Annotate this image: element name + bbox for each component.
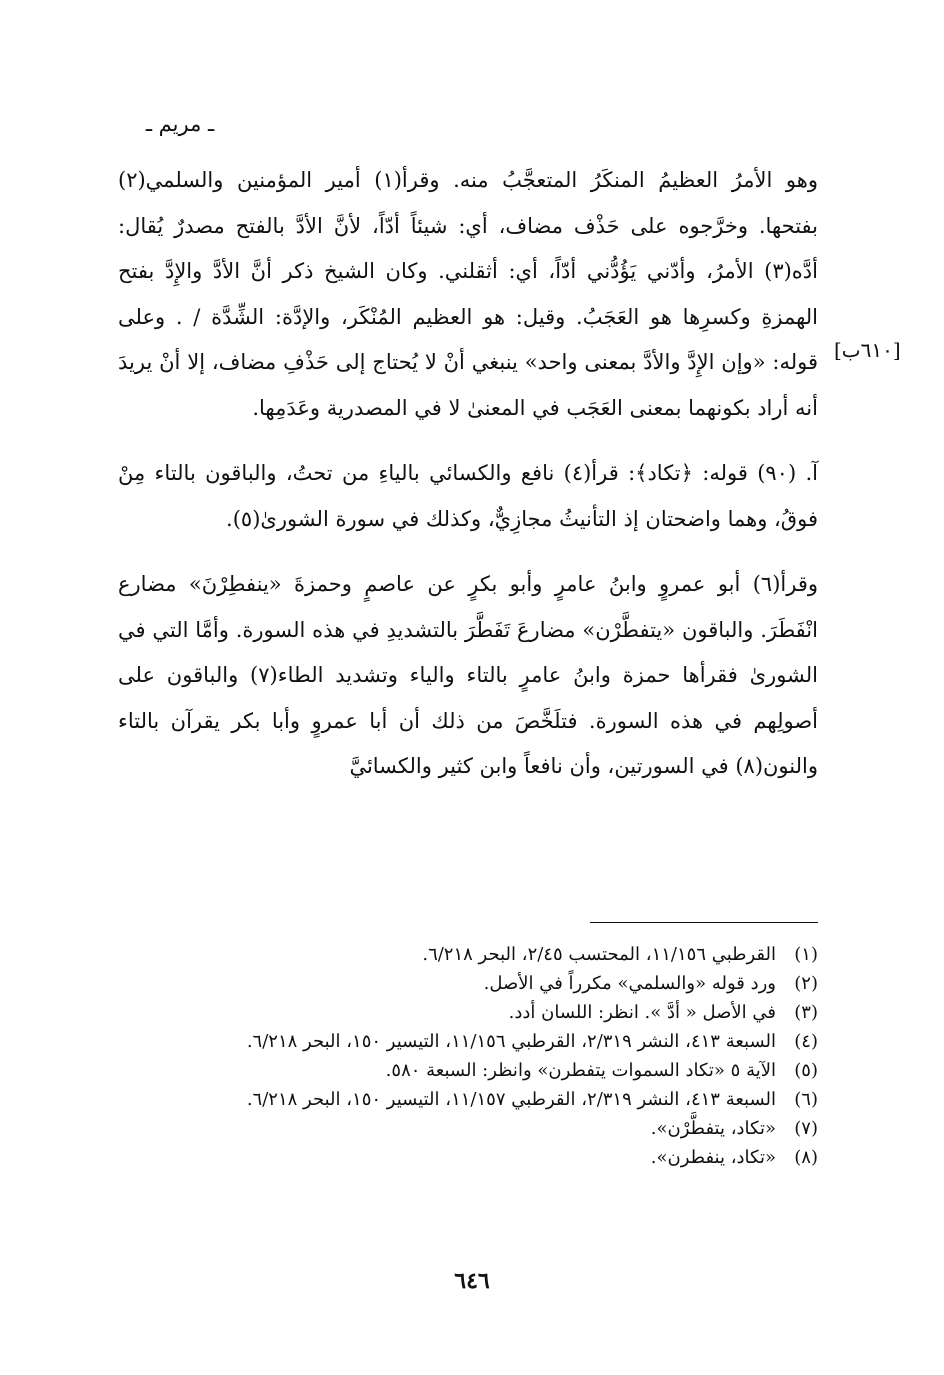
footnote-number: (٨) [794, 1147, 818, 1168]
footnote-text: الآية ٥ «تكاد السموات يتفطرن» وانظر: السبعة ٥٨٠. [385, 1060, 776, 1081]
footnote-text: القرطبي ١١/١٥٦، المحتسب ٢/٤٥، البحر ٦/٢١٨. [422, 944, 776, 965]
paragraph-3: وقرأ(٦) أبو عمروٍ وابنُ عامرٍ وأبو بكرٍ عن عاصمٍ وحمزةَ «ينفطِرْنَ» مضارع انْفَطَرَ. والباقون «يتفطَّرْن» مضارعَ تَفَطَّرَ بالتشديدِ في هذه السورة. وأمَّا التي في الشورىٰ فقرأها حمزة وابنُ عامرٍ بالتاء والياء وتشديد الطاء(٧) والباقون على أصولِهم في هذه السورة. فتلَخَّصَ من ذلك أن أبا عمروٍ وأبا بكر يقرآن بالتاء والنون(٨) في السورتين، وأن نافعاً وابن كثير والكسائيَّ [118, 572, 819, 778]
footnote-text: السبعة ٤١٣، النشر ٢/٣١٩، القرطبي ١١/١٥٧، التيسير ١٥٠، البحر ٦/٢١٨. [246, 1089, 776, 1110]
footnote-text: في الأصل « أدَّ ». انظر: اللسان أدد. [508, 1002, 776, 1023]
footnote-number: (٤) [794, 1031, 818, 1052]
footnote-number: (٣) [794, 1002, 818, 1023]
footnote-number: (٥) [794, 1060, 818, 1081]
running-header: ـ مريم ـ [145, 112, 215, 136]
footnote-item [118, 969, 818, 998]
footnote-item [118, 1027, 818, 1056]
footnote-number: (٦) [794, 1089, 818, 1110]
footnote-number: (٢) [794, 973, 818, 994]
footnote-number: (١) [794, 944, 818, 965]
footnote-item [118, 940, 818, 969]
manuscript-folio-marker: [٦١٠ب] [834, 338, 901, 362]
footnote-text: «تكاد، ينفطرن». [650, 1147, 776, 1168]
footnote-item [118, 1085, 818, 1114]
main-text [118, 158, 818, 790]
footnote-text: السبعة ٤١٣، النشر ٢/٣١٩، القرطبي ١١/١٥٦، التيسير ١٥٠، البحر ٦/٢١٨. [246, 1031, 776, 1052]
paragraph-2: آ. (٩٠) قوله: ﴿تكاد﴾: قرأ(٤) نافع والكسائي بالياءِ من تحتُ، والباقون بالتاء مِنْ فوقُ، وهما واضحتان إذ التأنيثُ مجازِيٌّ، وكذلك في سورة الشورىٰ(٥). [118, 461, 818, 531]
footnote-text: ورد قوله «والسلمي» مكرراً في الأصل. [483, 973, 776, 994]
footnote-item [118, 998, 818, 1027]
footnote-text: «تكاد، يتفطَّرْن». [650, 1118, 776, 1139]
paragraph-1: وهو الأمرُ العظيمُ المنكَرُ المتعجَّبُ منه. وقرأ(١) أمير المؤمنين والسلمي(٢) بفتحها. وخرَّجوه على حَذْف مضاف، أي: شيئاً أدّاً، لأنَّ الأدَّ بالفتح مصدرٌ يُقال: أدَّه(٣) الأمرُ، وأدّني يَؤُدُّني أدّاً، أي: أثقلني. وكان الشيخ ذكر أنَّ الأدَّ والإِدَّ بفتح الهمزةِ وكسرِها هو العَجَبُ. وقيل: هو العظيم المُنْكَر، والإدَّة: الشِّدَّة / . وعلى قوله: «وإن الإِدَّ والأدَّ بمعنى واحد» ينبغي أنْ لا يُحتاج إلى حَذْفِ مضاف، إلا أنْ يريدَ أنه أراد بكونهما بمعنى العَجَب في المعنىٰ لا في المصدرية وعَدَمِها. [118, 168, 818, 420]
footnote-number: (٧) [794, 1118, 818, 1139]
footnote-item [118, 1056, 818, 1085]
footnote-item [118, 1143, 818, 1172]
footnote-item [118, 1114, 818, 1143]
page-number: ٦٤٦ [454, 1268, 490, 1294]
footnote-separator [590, 922, 818, 923]
footnotes [118, 940, 818, 1172]
